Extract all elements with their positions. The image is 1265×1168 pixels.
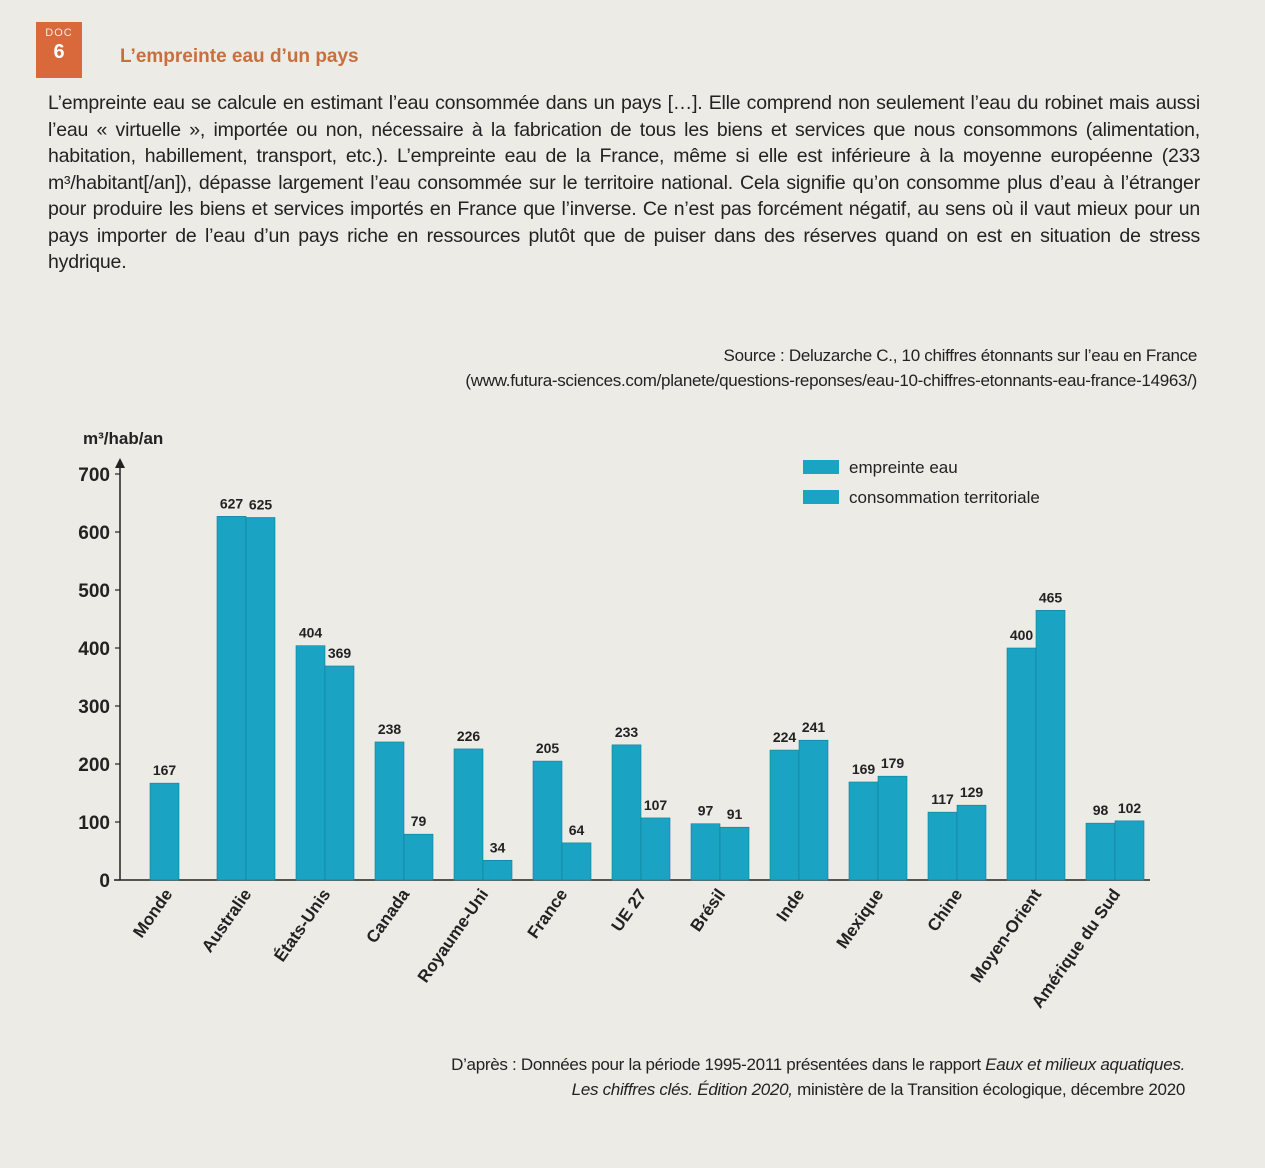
x-category-label: UE 27 (607, 885, 651, 935)
bar-consommation (957, 805, 986, 880)
y-tick-label: 500 (78, 581, 110, 602)
x-category-label: Mexique (832, 885, 888, 953)
data-label: 167 (152, 762, 177, 779)
x-category-label: Inde (772, 885, 809, 925)
x-category-label: Chine (923, 885, 967, 935)
data-label: 117 (931, 791, 954, 808)
bar-empreinte (928, 812, 957, 880)
legend-swatch (803, 460, 839, 474)
footer-line-1-italic: Eaux et milieux aquatiques. (985, 1055, 1185, 1074)
data-label: 625 (248, 496, 273, 513)
x-category-label: France (523, 885, 572, 942)
doc-label: DOC (45, 27, 73, 39)
data-label: 34 (489, 839, 506, 856)
data-label: 400 (1009, 627, 1034, 643)
y-axis-arrow (115, 458, 125, 468)
data-label: 129 (959, 784, 984, 801)
bar-empreinte (533, 761, 562, 880)
y-tick-label: 300 (78, 697, 110, 718)
x-category-label: Brésil (686, 885, 730, 935)
data-label: 226 (456, 727, 481, 744)
y-tick-label: 700 (78, 465, 110, 486)
bar-empreinte (849, 782, 878, 880)
data-label: 107 (643, 796, 668, 813)
bar-empreinte (296, 646, 325, 880)
bar-empreinte (454, 749, 483, 880)
x-category-label: Canada (362, 885, 414, 947)
data-label: 91 (726, 806, 743, 823)
x-category-label: États-Unis (270, 885, 335, 966)
bar-consommation (799, 740, 828, 880)
data-label: 404 (298, 624, 323, 641)
bar-consommation (1036, 610, 1065, 880)
doc-number: 6 (53, 41, 65, 63)
bar-consommation (878, 776, 907, 880)
bar-empreinte (612, 745, 641, 880)
bar-empreinte (150, 783, 179, 880)
source-line-1: Source : Deluzarche C., 10 chiffres étonnants sur l’eau en France (723, 346, 1197, 365)
footer-line-1-prefix: D’après : Données pour la période 1995-2011 présentées dans le rapport (451, 1055, 986, 1074)
x-category-label: Moyen-Orient (966, 885, 1046, 987)
y-tick-label: 0 (99, 871, 110, 892)
bar-empreinte (1007, 648, 1036, 880)
y-axis-label: m³/hab/an (83, 429, 164, 448)
doc-title: L’empreinte eau d’un pays (120, 46, 359, 67)
legend-swatch (803, 490, 839, 504)
data-label: 169 (851, 760, 876, 777)
data-label: 224 (772, 729, 797, 746)
footer-citation (451, 1052, 1185, 1102)
data-label: 97 (697, 802, 714, 819)
bar-consommation (404, 834, 433, 880)
data-label: 465 (1038, 589, 1063, 606)
bar-consommation (1115, 821, 1144, 880)
data-label: 627 (219, 495, 244, 512)
footer-line-2-rest: ministère de la Transition écologique, décembre 2020 (792, 1080, 1185, 1099)
bar-consommation (641, 818, 670, 880)
data-label: 233 (614, 723, 639, 740)
data-label: 179 (880, 755, 905, 772)
bar-empreinte (770, 750, 799, 880)
bar-consommation (720, 827, 749, 880)
bar-consommation (246, 518, 275, 881)
bar-empreinte (217, 516, 246, 880)
y-tick-label: 400 (78, 639, 110, 660)
data-label: 64 (568, 821, 585, 838)
data-label: 369 (327, 644, 352, 661)
x-category-label: Amérique du Sud (1027, 885, 1125, 1012)
bar-empreinte (1086, 823, 1115, 880)
intro-text: L’empreinte eau se calcule en estimant l’eau consommée dans un pays […]. Elle comprend non seulement l’eau du robinet mais aussi l’eau « virtuelle », importée ou non, nécessaire à la fabrication de tous les biens et services que nous consommons (alimentation, habitation, habillement, transport, etc.). L’empreinte eau de la France, même si elle est inférieure à la moyenne européenne (233 m³/habitant[/an]), dépasse largement l’eau consommée sur le territoire national. Cela signifie qu’on consomme plus d’eau à l’étranger pour produire les biens et services importés en France que l’inverse. Ce n’est pas forcément négatif, au sens où il vaut mieux pour un pays importer de l’eau d’un pays riche en ressources plutôt que de puiser dans des réserves quand on est en situation de stress hydrique. (48, 92, 1200, 273)
bar-consommation (325, 666, 354, 880)
bar-consommation (483, 860, 512, 880)
data-label: 98 (1092, 802, 1109, 819)
legend-label: consommation territoriale (849, 488, 1040, 507)
bar-empreinte (691, 824, 720, 880)
legend-label: empreinte eau (849, 458, 958, 477)
bar-consommation (562, 843, 591, 880)
data-label: 241 (801, 719, 826, 736)
bar-empreinte (375, 742, 404, 880)
x-category-label: Royaume-Uni (413, 885, 493, 987)
x-category-label: Australie (197, 885, 256, 956)
x-category-label: Monde (129, 885, 177, 942)
source-line-2: (www.futura-sciences.com/planete/questions-reponses/eau-10-chiffres-etonnants-eau-france-14963/) (465, 371, 1197, 390)
data-label: 102 (1117, 799, 1142, 816)
y-tick-label: 600 (78, 523, 110, 544)
data-label: 79 (410, 813, 427, 830)
footer-line-2-italic: Les chiffres clés. Édition 2020, (571, 1080, 793, 1099)
data-label: 238 (377, 720, 402, 737)
data-label: 205 (535, 740, 560, 757)
y-tick-label: 200 (78, 755, 110, 776)
y-tick-label: 100 (78, 813, 110, 834)
